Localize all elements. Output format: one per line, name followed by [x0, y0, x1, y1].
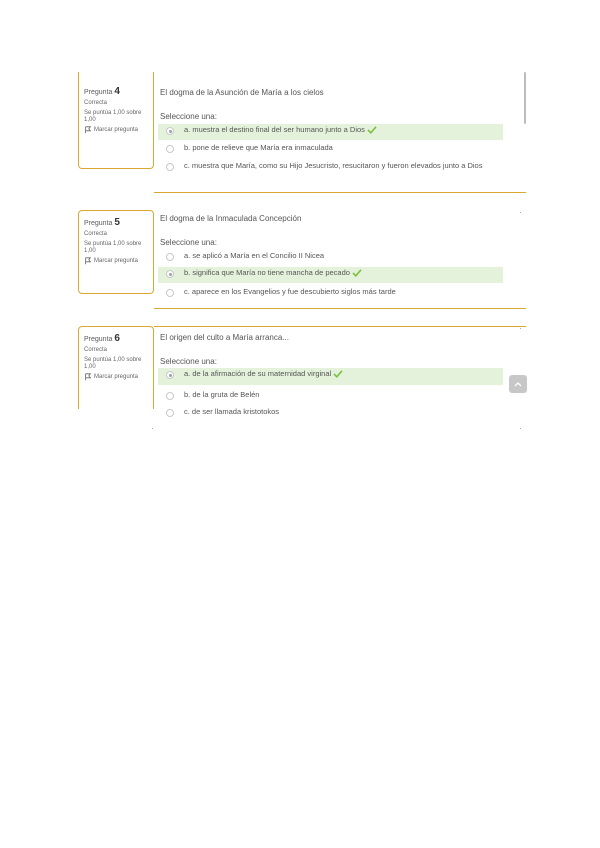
question-score: Se puntúa 1,00 sobre 1,00	[84, 357, 142, 370]
answer-option-c[interactable]: c. muestra que María, como su Hijo Jesucristo, resucitaron y fueron elevados junto a Dios	[158, 160, 503, 184]
question-text: El dogma de la Inmaculada Concepción	[160, 214, 302, 223]
question-number: Pregunta 4	[84, 86, 120, 97]
answer-option-a[interactable]: a. de la afirmación de su maternidad virginal	[158, 368, 503, 385]
question-number: Pregunta 5	[84, 217, 120, 228]
question-info-4	[78, 72, 154, 169]
check-icon	[367, 126, 377, 134]
question-content-6	[154, 326, 526, 430]
quiz-review-viewport	[78, 72, 530, 430]
question-6	[78, 326, 530, 430]
divider-dot	[520, 212, 521, 213]
question-status: Correcta	[84, 231, 108, 237]
page-scrollbar-thumb[interactable]	[524, 72, 526, 124]
divider-dot	[152, 428, 153, 429]
flag-question-button[interactable]	[84, 258, 153, 265]
flag-icon	[84, 373, 92, 381]
answer-option-b[interactable]: b. pone de relieve que María era inmaculada	[158, 142, 503, 156]
flag-question-button[interactable]	[84, 127, 153, 134]
select-one-prompt: Seleccione una:	[160, 112, 217, 121]
question-info-5	[78, 210, 154, 294]
flag-question-button[interactable]	[84, 374, 153, 381]
question-number: Pregunta 6	[84, 333, 120, 344]
chevron-up-icon	[514, 381, 522, 387]
answer-option-c[interactable]: c. aparece en los Evangelios y fue descubierto siglos más tarde	[158, 286, 503, 300]
answer-option-c[interactable]: c. de ser llamada kristotokos	[158, 406, 503, 420]
question-info-6	[78, 326, 154, 409]
answer-radio[interactable]	[166, 127, 174, 135]
check-icon	[352, 269, 362, 277]
select-one-prompt: Seleccione una:	[160, 357, 217, 366]
question-score: Se puntúa 1,00 sobre 1,00	[84, 241, 142, 254]
answer-option-b[interactable]: b. de la gruta de Belén	[158, 389, 503, 403]
answer-radio[interactable]	[166, 392, 174, 400]
divider-dot	[520, 328, 521, 329]
answer-option-a[interactable]: a. se aplicó a María en el Concilio II Nicea	[158, 250, 503, 264]
question-text: El origen del culto a María arranca...	[160, 333, 289, 342]
answer-radio[interactable]	[166, 371, 174, 379]
question-text: El dogma de la Asunción de María a los cielos	[160, 88, 324, 97]
answer-radio[interactable]	[166, 409, 174, 417]
check-icon	[333, 370, 343, 378]
question-content-5	[154, 210, 526, 309]
flag-icon	[84, 126, 92, 134]
answer-radio[interactable]	[166, 145, 174, 153]
answer-option-a[interactable]: a. muestra el destino final del ser humano junto a Dios	[158, 124, 503, 140]
flag-label: Marcar pregunta	[94, 127, 139, 133]
question-status: Correcta	[84, 347, 108, 353]
flag-label: Marcar pregunta	[94, 374, 139, 380]
flag-label: Marcar pregunta	[94, 258, 139, 264]
question-4	[78, 72, 530, 194]
question-score: Se puntúa 1,00 sobre 1,00	[84, 110, 142, 123]
question-content-4	[154, 72, 526, 193]
question-5	[78, 210, 530, 310]
answer-radio[interactable]	[166, 289, 174, 297]
divider-dot	[520, 428, 521, 429]
answer-option-b[interactable]: b. significa que María no tiene mancha de pecado	[158, 267, 503, 283]
question-status: Correcta	[84, 100, 108, 106]
answer-radio[interactable]	[166, 253, 174, 261]
flag-icon	[84, 257, 92, 265]
answer-radio[interactable]	[166, 270, 174, 278]
select-one-prompt: Seleccione una:	[160, 238, 217, 247]
back-to-top-button[interactable]	[509, 375, 527, 393]
